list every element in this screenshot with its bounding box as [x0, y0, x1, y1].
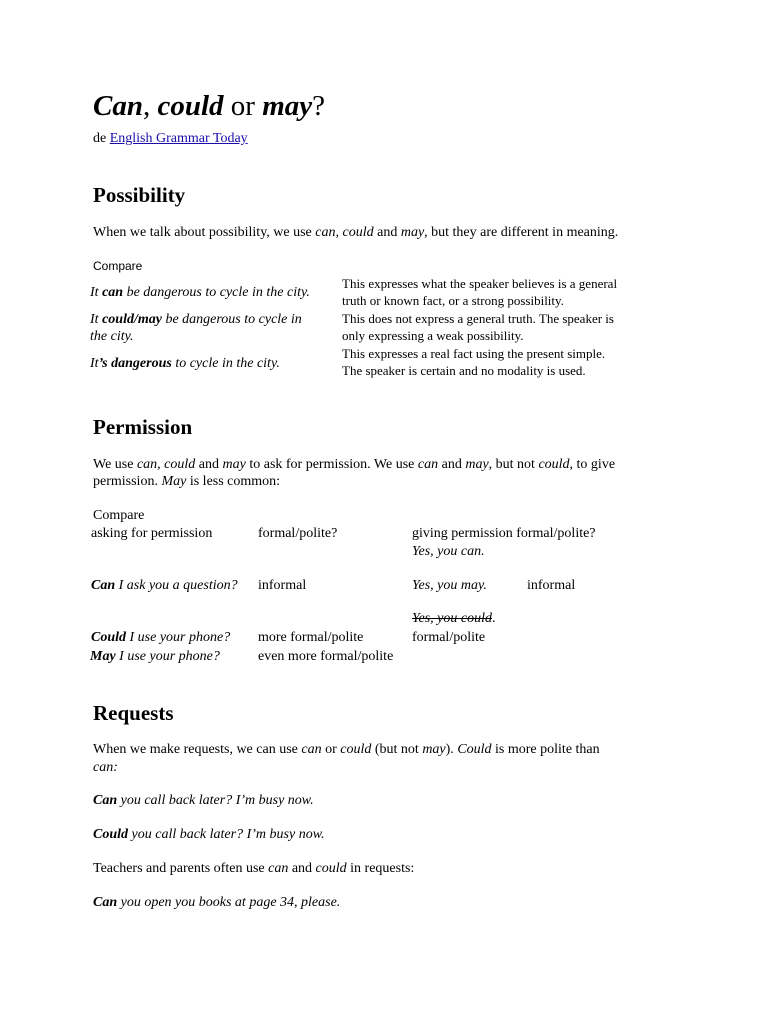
permission-paragraph: We use can, could and may to ask for permission. We use can and may, but not could, to give [93, 457, 616, 472]
formality-level: informal [527, 578, 576, 593]
possibility-explanation: This expresses what the speaker believes is a general truth or known fact, or a strong possibility. [342, 276, 618, 308]
formality-level: even more formal/polite [258, 649, 394, 664]
possibility-explanation: This expresses a real fact using the present simple. The speaker is certain and no modality is used. [342, 346, 606, 378]
request-example: Can you call back later? I’m busy now. [93, 793, 314, 808]
possibility-example: It could/may be dangerous to cycle in the city. [90, 312, 302, 344]
permission-reply: Yes, you can. [412, 544, 485, 559]
permission-example: Can I ask you a question? [91, 578, 238, 593]
page-title: Can, could or may? [93, 90, 326, 122]
section-heading-requests: Requests [93, 701, 174, 725]
permission-example: Could I use your phone? [91, 630, 231, 645]
possibility-example: It can be dangerous to cycle in the city. [90, 285, 310, 300]
request-example: Could you call back later? I’m busy now. [93, 827, 325, 842]
requests-paragraph-cont: can: [93, 760, 118, 775]
compare-label: Compare [93, 508, 145, 523]
requests-paragraph: Teachers and parents often use can and could in requests: [93, 861, 415, 876]
source-line: de English Grammar Today [93, 131, 248, 146]
section-heading-possibility: Possibility [93, 183, 186, 207]
formality-level: informal [258, 578, 307, 593]
column-header-give: giving permission formal/polite? [412, 526, 596, 541]
formality-level: formal/polite [412, 630, 486, 645]
possibility-intro: When we talk about possibility, we use can, could and may, but they are different in meaning. [93, 225, 619, 240]
requests-paragraph: When we make requests, we can use can or could (but not may). Could is more polite than [93, 742, 600, 757]
permission-reply: Yes, you may. [412, 578, 487, 593]
permission-paragraph-cont: permission. May is less common: [93, 474, 281, 489]
compare-label: Compare [93, 259, 143, 273]
request-example: Can you open you books at page 34, please. [93, 895, 341, 910]
permission-example: May I use your phone? [90, 649, 220, 664]
column-header-ask: asking for permission [91, 526, 213, 541]
source-link[interactable]: English Grammar Today [109, 131, 248, 146]
section-heading-permission: Permission [93, 415, 193, 439]
possibility-example: It’s dangerous to cycle in the city. [90, 356, 280, 371]
possibility-explanation: This does not express a general truth. The speaker is only expressing a weak possibility. [342, 311, 614, 343]
permission-reply-incorrect: Yes, you could. [412, 611, 496, 626]
formality-level: more formal/polite [258, 630, 364, 645]
column-header-formal: formal/polite? [258, 526, 338, 541]
